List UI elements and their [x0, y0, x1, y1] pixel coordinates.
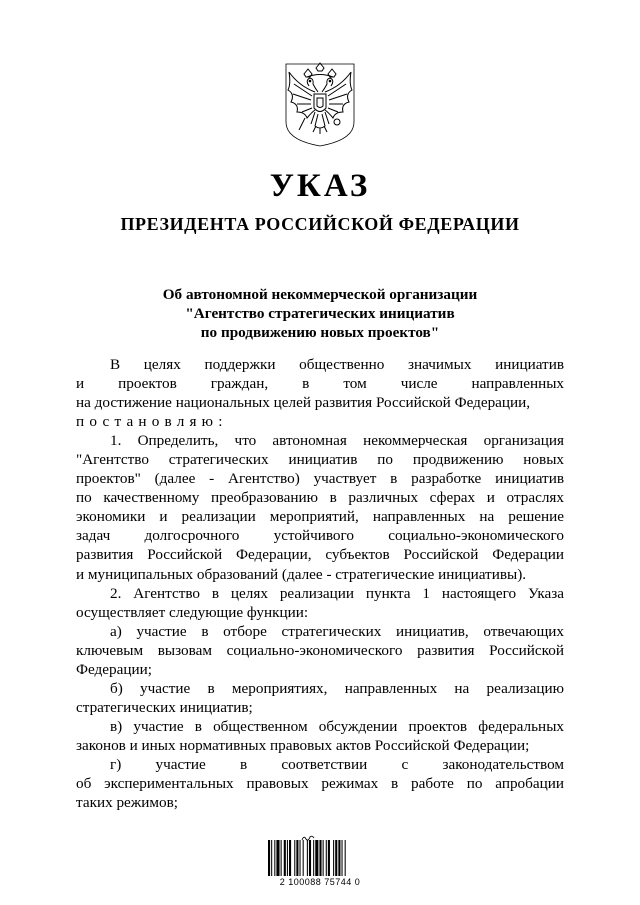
resolution-word: постановляю: [76, 413, 228, 431]
barcode-bar [319, 840, 321, 876]
barcode-bar [342, 840, 343, 876]
issuer-subtitle: ПРЕЗИДЕНТА РОССИЙСКОЙ ФЕДЕРАЦИИ [120, 214, 520, 234]
barcode-icon [266, 840, 374, 876]
body-line: об экспериментальных правовых режимах в работе по апробации [76, 775, 564, 793]
barcode-bar [284, 840, 286, 876]
body-line: 1. Определить, что автономная некоммерческая организация [110, 432, 564, 450]
barcode-number: 2 100088 75744 0 [279, 877, 361, 887]
barcode-bar [338, 840, 340, 876]
document-type-title: УКАЗ [269, 168, 371, 204]
barcode-bar [296, 840, 298, 876]
decree-title-line: по продвижению новых проектов" [200, 324, 440, 341]
body-line: осуществляет следующие функции: [76, 603, 309, 621]
coat-of-arms-icon [285, 62, 355, 147]
barcode-bar [326, 840, 327, 876]
body-line: на достижение национальных целей развития Российской Федерации, [76, 394, 531, 412]
barcode-bar [345, 840, 346, 876]
body-line: Федерации; [76, 660, 152, 678]
barcode-bar [276, 840, 279, 876]
barcode-bar [281, 840, 282, 876]
body-line: ключевым вызовам социально-экономического развития Российской [76, 641, 564, 659]
barcode-bar [268, 840, 270, 876]
barcode-bar [303, 840, 304, 876]
decree-title-line: "Агентство стратегических инициатив [185, 305, 455, 322]
barcode-bar [307, 840, 308, 876]
barcode-bar [315, 840, 318, 876]
decree-body [76, 355, 564, 812]
list-item-a: а) участие в отборе стратегических инициатив, отвечающих [110, 622, 564, 640]
body-line: экономики и реализации мероприятий, направленных на решение [76, 508, 564, 526]
body-line: задач долгосрочного устойчивого социально-экономического [76, 527, 564, 545]
barcode-bar [289, 840, 291, 876]
body-line: по качественному преобразованию в различных сферах и отраслях [76, 489, 564, 507]
list-item-v: в) участие в общественном обсуждении проектов федеральных [110, 717, 564, 735]
barcode-bar [335, 840, 337, 876]
body-line: В целях поддержки общественно значимых инициатив [110, 356, 564, 373]
body-line: 2. Агентство в целях реализации пункта 1 настоящего Указа [110, 584, 564, 602]
body-line: проектов" (далее - Агентство) участвует в разработке инициатив [76, 470, 564, 488]
barcode-bar [287, 840, 288, 876]
body-line: стратегических инициатив; [76, 698, 253, 716]
barcode-bar [274, 840, 275, 876]
decree-title [0, 285, 640, 342]
barcode-bar [294, 840, 295, 876]
body-line: и муниципальных образований (далее - стратегические инициативы). [76, 565, 527, 583]
barcode-bar [271, 840, 272, 876]
list-item-b: б) участие в мероприятиях, направленных на реализацию [110, 679, 564, 697]
body-line: развития Российской Федерации, субъектов Российской Федерации [76, 546, 564, 564]
body-line: и проектов граждан, в том числе направленных [76, 375, 564, 393]
barcode-bar [300, 840, 301, 876]
body-line: "Агентство стратегических инициатив по продвижению новых [76, 451, 564, 469]
barcode-bar [313, 840, 314, 876]
barcode-bar [328, 840, 330, 876]
barcode-bar [333, 840, 334, 876]
decree-title-line: Об автономной некоммерческой организации [162, 286, 478, 303]
body-line: законов и иных нормативных правовых актов Российской Федерации; [76, 736, 530, 754]
list-item-g: г) участие в соответствии с законодательством [110, 755, 564, 773]
barcode-bar [323, 840, 324, 876]
barcode-bar [309, 840, 311, 876]
body-line: таких режимов; [76, 794, 179, 812]
